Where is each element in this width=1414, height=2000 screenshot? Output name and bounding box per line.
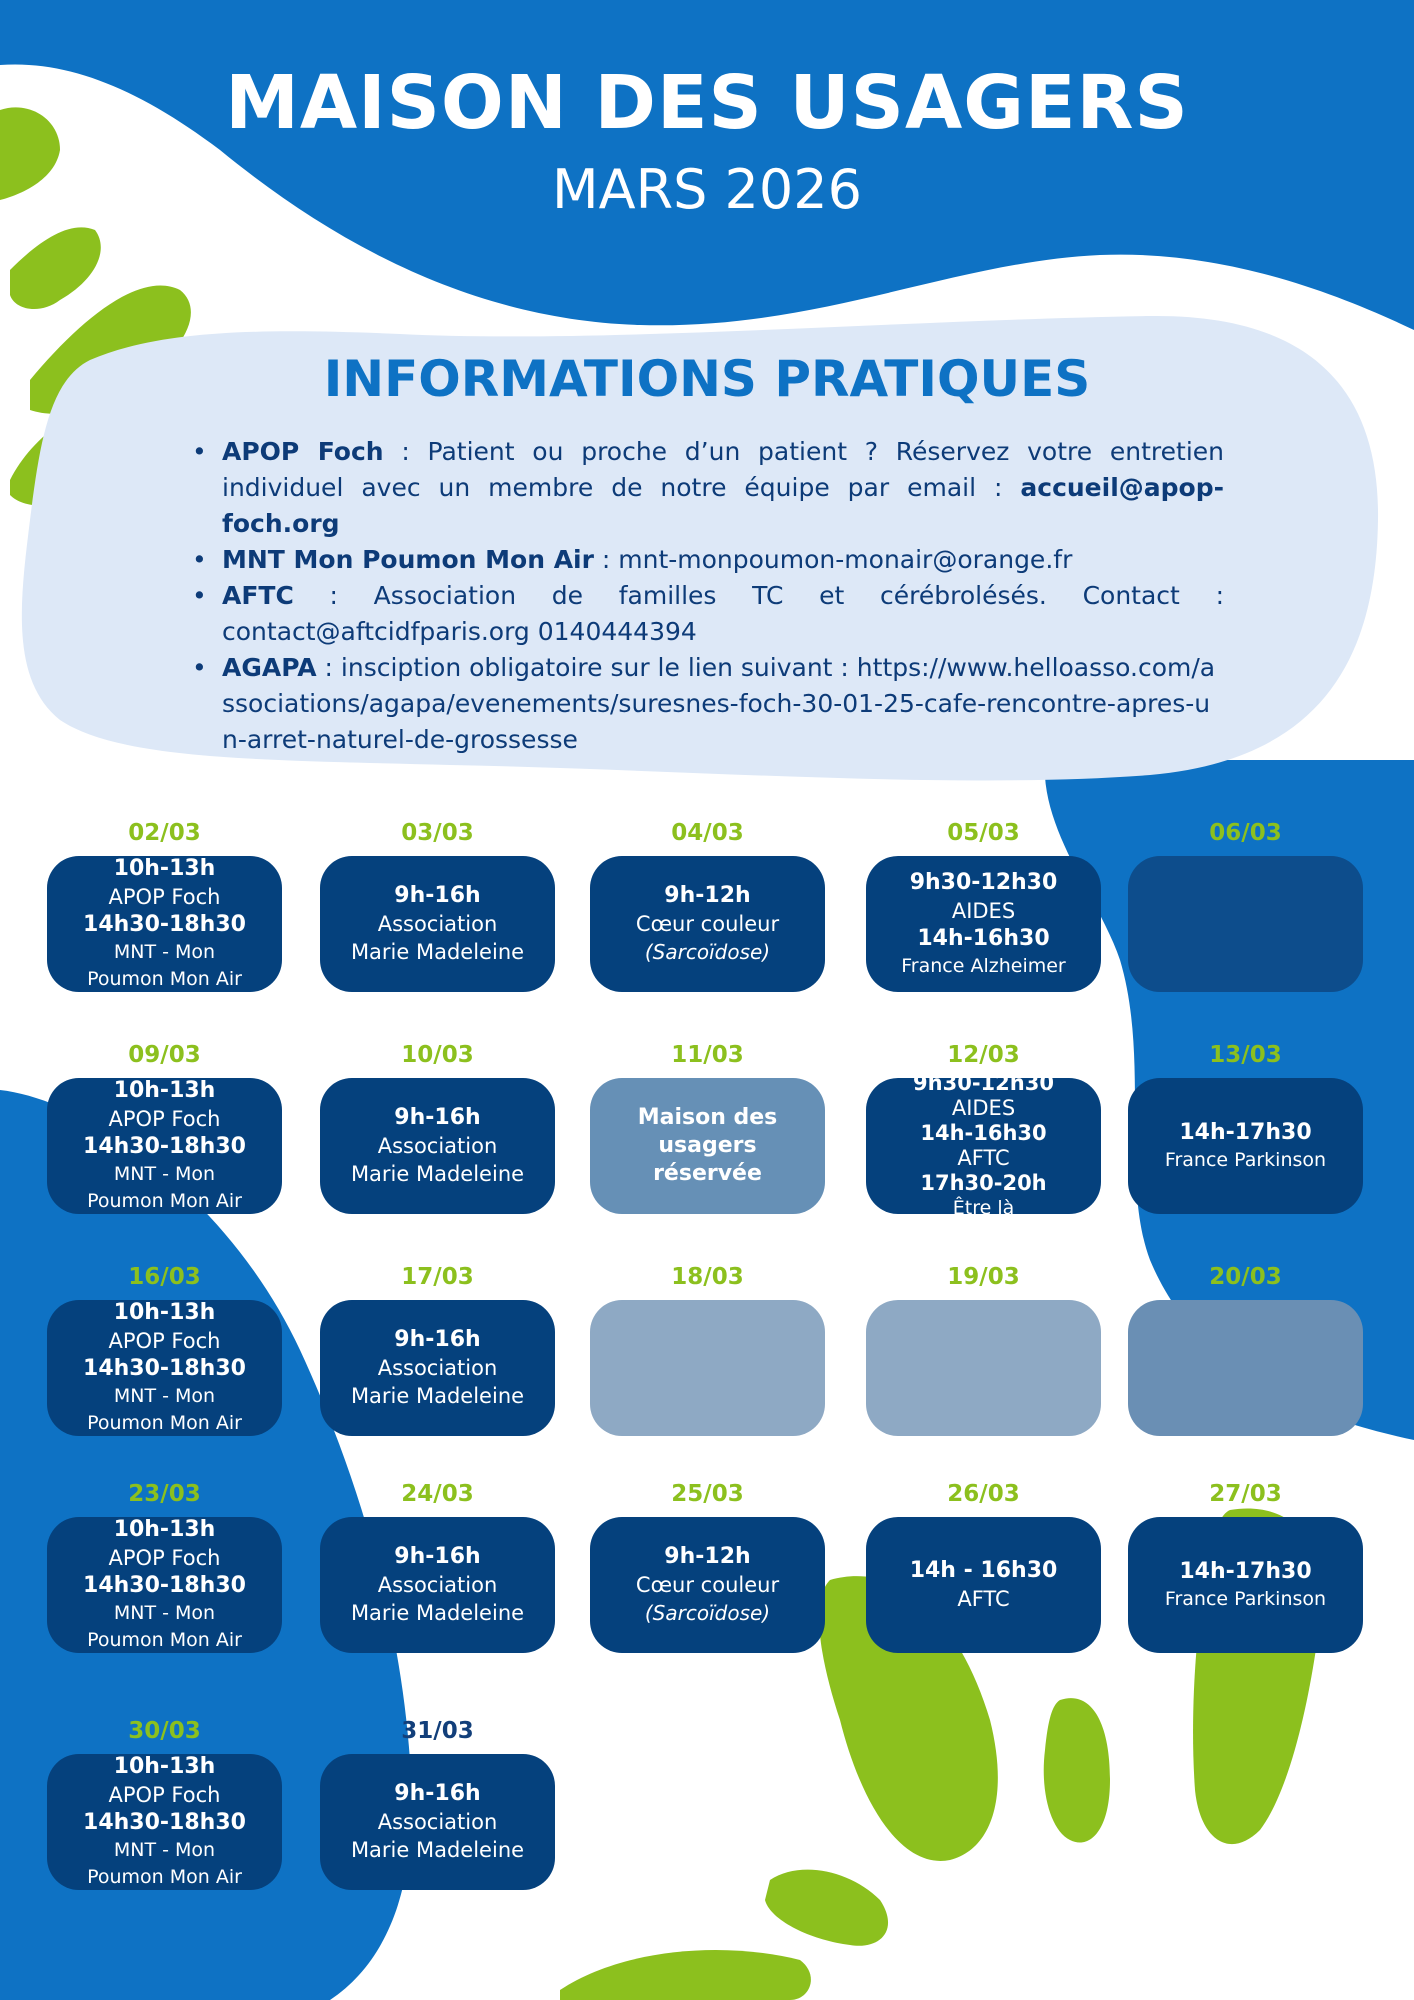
day-slot-time: 9h30-12h30	[913, 1071, 1054, 1095]
day-card	[320, 1078, 555, 1214]
calendar-day	[866, 1481, 1101, 1653]
day-card	[1128, 856, 1363, 992]
day-card	[1128, 1517, 1363, 1653]
day-slot-time: usagers	[658, 1133, 757, 1158]
calendar-day	[866, 820, 1101, 992]
day-date: 06/03	[1209, 820, 1282, 846]
calendar-day	[320, 1481, 555, 1653]
info-item-label: AGAPA	[222, 653, 317, 682]
day-date: 11/03	[671, 1042, 744, 1068]
day-slot-label: France Parkinson	[1164, 1587, 1327, 1610]
calendar-day	[1128, 1042, 1363, 1214]
day-slot-label: Marie Madeleine	[350, 1384, 525, 1408]
day-card	[320, 1754, 555, 1890]
day-slot-time: 14h-17h30	[1179, 1558, 1312, 1584]
day-slot-label: APOP Foch	[108, 1783, 221, 1807]
day-slot-label: MNT - Mon	[113, 1385, 216, 1407]
day-slot-label: (Sarcoïdose)	[644, 1601, 771, 1625]
day-slot-time: Maison des	[637, 1105, 778, 1130]
day-slot-label: APOP Foch	[108, 1546, 221, 1570]
info-section	[0, 350, 1414, 754]
calendar-day	[590, 1481, 825, 1653]
info-item-text: : mnt-monpoumon-monair@orange.fr	[593, 545, 1073, 574]
day-date: 19/03	[947, 1264, 1020, 1290]
day-date: 10/03	[401, 1042, 474, 1068]
calendar-day	[47, 1481, 282, 1653]
day-card	[1128, 1078, 1363, 1214]
green-foot-5	[560, 1950, 811, 2000]
day-slot-time: 9h-16h	[394, 883, 481, 908]
day-slot-time: 14h-17h30	[1179, 1119, 1312, 1145]
day-card	[320, 856, 555, 992]
day-slot-time: 9h-16h	[394, 1781, 481, 1806]
day-card	[47, 856, 282, 992]
day-card	[590, 1300, 825, 1436]
bullet-icon: •	[192, 581, 207, 610]
day-slot-label: Poumon Mon Air	[87, 968, 242, 990]
green-foot-4	[765, 1870, 888, 1946]
day-card	[320, 1517, 555, 1653]
day-slot-label: AFTC	[957, 1587, 1010, 1611]
day-date: 27/03	[1209, 1481, 1282, 1507]
info-list	[190, 434, 1224, 758]
day-slot-label: APOP Foch	[108, 885, 221, 909]
day-slot-time: 9h-16h	[394, 1105, 481, 1130]
day-card	[866, 1071, 1101, 1219]
info-item-label: MNT Mon Poumon Mon Air	[222, 545, 594, 574]
day-date: 05/03	[947, 820, 1020, 846]
calendar-day	[320, 820, 555, 992]
day-slot-time: 9h-12h	[664, 1544, 751, 1569]
day-slot-label: Association	[377, 1810, 498, 1834]
info-item-apop	[190, 434, 1224, 542]
day-slot-label: AIDES	[951, 1096, 1016, 1120]
day-slot-label: Marie Madeleine	[350, 940, 525, 964]
calendar-day	[47, 1264, 282, 1436]
day-slot-label: Être là	[952, 1197, 1015, 1219]
day-slot-label: Marie Madeleine	[350, 1601, 525, 1625]
day-slot-time: 14h-16h30	[920, 1121, 1047, 1145]
day-date: 20/03	[1209, 1264, 1282, 1290]
day-slot-label: Marie Madeleine	[350, 1162, 525, 1186]
info-item-text: : Patient ou proche d’un patient ? Réservez votre entretien individuel avec un membre de notre équipe par email :	[222, 437, 1224, 502]
calendar-day	[590, 1042, 825, 1214]
day-slot-label: MNT - Mon	[113, 1839, 216, 1861]
day-card	[320, 1300, 555, 1436]
day-slot-time: 14h30-18h30	[83, 1134, 246, 1159]
day-card	[47, 1300, 282, 1436]
day-slot-time: 14h30-18h30	[83, 1356, 246, 1381]
calendar-day	[1128, 1264, 1363, 1436]
day-slot-time: 14h30-18h30	[83, 1573, 246, 1598]
day-slot-time: 10h-13h	[113, 1078, 216, 1103]
bullet-icon: •	[192, 653, 207, 682]
day-slot-label: Association	[377, 1134, 498, 1158]
day-card	[590, 1078, 825, 1214]
page-subtitle: MARS 2026	[552, 158, 862, 221]
day-slot-label: AFTC	[957, 1146, 1010, 1170]
day-date: 04/03	[671, 820, 744, 846]
day-card	[47, 1078, 282, 1214]
day-slot-label: MNT - Mon	[113, 1163, 216, 1185]
day-date: 25/03	[671, 1481, 744, 1507]
day-date: 17/03	[401, 1264, 474, 1290]
day-slot-label: France Parkinson	[1164, 1148, 1327, 1171]
day-slot-label: Association	[377, 1356, 498, 1380]
green-leaf-2	[10, 227, 101, 309]
day-slot-label: Poumon Mon Air	[87, 1190, 242, 1212]
day-slot-time: 9h-16h	[394, 1327, 481, 1352]
day-slot-label: Association	[377, 912, 498, 936]
day-slot-time: 9h-12h	[664, 883, 751, 908]
day-slot-label: APOP Foch	[108, 1107, 221, 1131]
day-slot-time: réservée	[653, 1161, 762, 1186]
day-slot-label: Poumon Mon Air	[87, 1629, 242, 1651]
day-slot-time: 9h-16h	[394, 1544, 481, 1569]
calendar-day	[866, 1042, 1101, 1219]
info-item-mnt	[190, 542, 1224, 578]
page-title: MAISON DES USAGERS	[225, 60, 1189, 146]
calendar-day	[590, 1264, 825, 1436]
day-slot-time: 10h-13h	[113, 1754, 216, 1779]
day-slot-label: Marie Madeleine	[350, 1838, 525, 1862]
green-foot-2	[1044, 1698, 1110, 1842]
day-slot-time: 17h30-20h	[920, 1171, 1047, 1195]
bullet-icon: •	[192, 545, 207, 574]
day-slot-label: MNT - Mon	[113, 941, 216, 963]
day-date: 09/03	[128, 1042, 201, 1068]
day-slot-label: Poumon Mon Air	[87, 1412, 242, 1434]
day-slot-label: France Alzheimer	[901, 954, 1066, 977]
info-item-agapa	[190, 650, 1224, 758]
info-item-label: AFTC	[222, 581, 294, 610]
info-item-aftc	[190, 578, 1224, 650]
day-date: 03/03	[401, 820, 474, 846]
info-item-text: : insciption obligatoire sur le lien suivant : https://www.helloasso.com/associations/agapa/evenements/suresnes-foch-30-01-25-cafe-rencontre-apres-un-arret-naturel-de-grossesse	[222, 653, 1216, 754]
day-date: 26/03	[947, 1481, 1020, 1507]
day-slot-time: 14h-16h30	[917, 925, 1050, 951]
day-date: 31/03	[401, 1718, 474, 1744]
day-card	[1128, 1300, 1363, 1436]
info-item-text: : Association de familles TC et cérébrolésés. Contact : contact@aftcidfparis.org 0140444394	[222, 581, 1224, 646]
day-card	[866, 1517, 1101, 1653]
calendar-day	[320, 1718, 555, 1890]
day-date: 02/03	[128, 820, 201, 846]
day-slot-label: APOP Foch	[108, 1329, 221, 1353]
day-slot-time: 10h-13h	[113, 1300, 216, 1325]
day-slot-label: Cœur couleur	[635, 1573, 780, 1597]
calendar-day	[47, 1042, 282, 1214]
info-item-email[interactable]: accueil@apop-foch.org	[222, 473, 1224, 538]
day-slot-time: 14h - 16h30	[909, 1558, 1058, 1583]
calendar-day	[47, 820, 282, 992]
day-date: 23/03	[128, 1481, 201, 1507]
calendar-day	[47, 1718, 282, 1890]
day-date: 16/03	[128, 1264, 201, 1290]
calendar-day	[866, 1264, 1101, 1436]
day-card	[47, 1517, 282, 1653]
calendar-day	[1128, 1481, 1363, 1653]
calendar-day	[590, 820, 825, 992]
day-slot-time: 14h30-18h30	[83, 912, 246, 937]
day-slot-label: (Sarcoïdose)	[644, 940, 771, 964]
day-card	[590, 856, 825, 992]
day-slot-label: Cœur couleur	[635, 912, 780, 936]
day-date: 30/03	[128, 1718, 201, 1744]
day-date: 24/03	[401, 1481, 474, 1507]
day-slot-label: Poumon Mon Air	[87, 1866, 242, 1888]
day-slot-label: MNT - Mon	[113, 1602, 216, 1624]
info-item-label: APOP Foch	[222, 437, 384, 466]
calendar-day	[1128, 820, 1363, 992]
day-slot-time: 10h-13h	[113, 1517, 216, 1542]
day-card	[866, 856, 1101, 992]
bullet-icon: •	[192, 437, 207, 466]
day-slot-time: 14h30-18h30	[83, 1810, 246, 1835]
calendar-day	[320, 1264, 555, 1436]
info-heading: INFORMATIONS PRATIQUES	[323, 350, 1091, 408]
day-card	[590, 1517, 825, 1653]
day-slot-time: 9h30-12h30	[909, 869, 1058, 895]
day-date: 18/03	[671, 1264, 744, 1290]
day-card	[866, 1300, 1101, 1436]
day-slot-label: Association	[377, 1573, 498, 1597]
day-date: 12/03	[947, 1042, 1020, 1068]
calendar-day	[320, 1042, 555, 1214]
day-card	[47, 1754, 282, 1890]
day-slot-time: 10h-13h	[113, 856, 216, 881]
day-date: 13/03	[1209, 1042, 1282, 1068]
day-slot-label: AIDES	[951, 898, 1016, 923]
